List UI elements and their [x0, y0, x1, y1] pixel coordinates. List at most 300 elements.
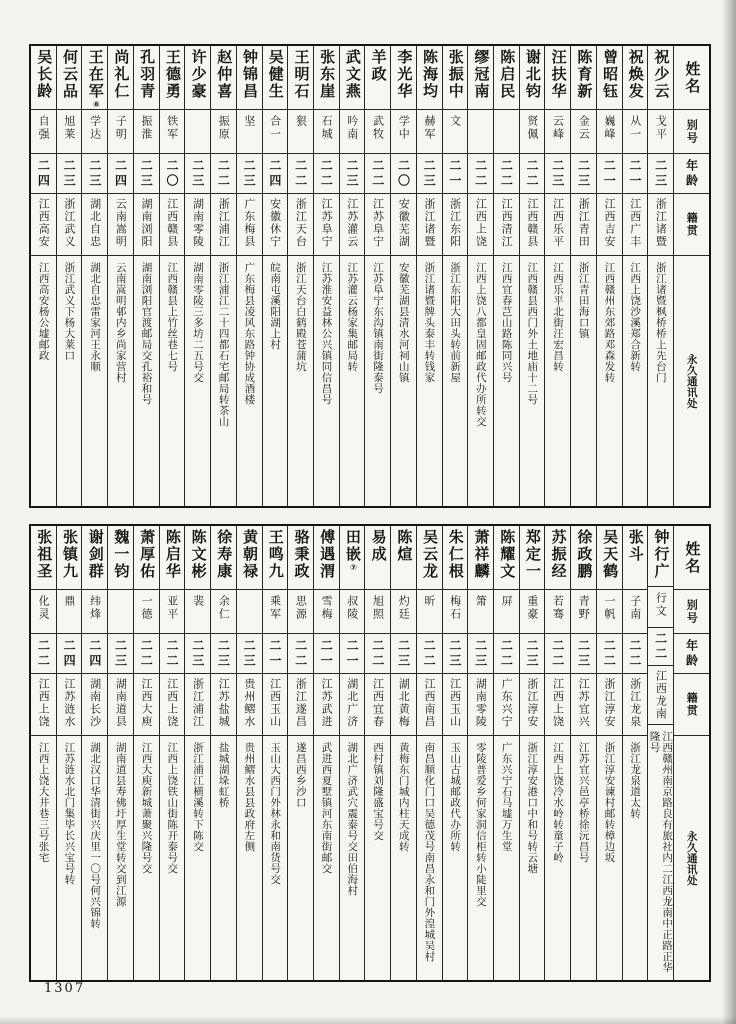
person-native: 江西龙南: [654, 670, 668, 721]
person-address-cell: [57, 736, 82, 980]
person-native: 江西吉安: [602, 198, 616, 248]
person-alias-cell: [520, 590, 545, 634]
person-age-cell: [520, 634, 545, 674]
person-address-cell: [443, 736, 468, 980]
person-column: [467, 46, 493, 506]
person-column: [81, 46, 107, 506]
person-alias-cell: [314, 110, 339, 154]
person-address-cell: [494, 736, 519, 980]
person-alias: 箫: [474, 595, 488, 608]
person-name: 吴云龙: [421, 529, 440, 580]
person-name: 何云品: [60, 49, 79, 100]
person-address: 武进西夏墅镇河东南街邮交: [320, 742, 333, 874]
person-native-cell: [211, 674, 236, 736]
person-column: [442, 526, 468, 980]
person-column: [544, 526, 570, 980]
person-age: 二一: [345, 638, 360, 669]
person-name: 缪冠南: [472, 49, 491, 100]
person-native: 江西上饶: [37, 678, 51, 728]
person-native: 湖北广济: [345, 678, 359, 728]
person-alias-cell: [263, 110, 288, 154]
person-address: 湖南浏阳官渡邮局交孔裕和号: [140, 262, 153, 405]
person-alias: 狠: [294, 115, 308, 128]
person-age-cell: [571, 634, 596, 674]
person-name: 朱仁根: [446, 529, 465, 580]
person-address-cell: [597, 736, 622, 980]
person-address-cell: [443, 256, 468, 506]
person-alias: 纬烽: [88, 595, 102, 621]
person-native-cell: [57, 674, 82, 736]
person-age: 二三: [190, 638, 205, 669]
person-alias-cell: [211, 110, 236, 154]
person-alias-cell: [288, 590, 313, 634]
person-native-cell: [571, 194, 596, 256]
person-native-cell: [468, 674, 493, 736]
person-name: 祝焕发: [626, 49, 645, 100]
person-column: [622, 526, 648, 980]
person-alias-cell: [571, 110, 596, 154]
person-alias: 石城: [320, 115, 334, 141]
person-native: 浙江遂昌: [294, 678, 308, 728]
person-name-cell: [597, 526, 622, 590]
person-alias: 巍峰: [602, 115, 616, 141]
person-alias: 子明: [114, 115, 128, 141]
person-column: [390, 46, 416, 506]
person-address-cell: [82, 736, 107, 980]
person-age-cell: [211, 154, 236, 194]
person-age-cell: [597, 634, 622, 674]
person-age: 二二: [370, 158, 385, 189]
person-name-cell: [443, 526, 468, 590]
person-column: [339, 46, 365, 506]
person-name-cell: [237, 526, 262, 590]
person-native: 江苏涟水: [62, 678, 76, 728]
person-name: 钟锦昌: [241, 49, 260, 100]
person-column: [159, 46, 185, 506]
person-alias-cell: [57, 110, 82, 154]
person-alias-cell: [160, 590, 185, 634]
person-name-cell: [391, 46, 416, 110]
person-name: 徐寿康: [215, 529, 234, 580]
person-age-cell: [160, 634, 185, 674]
person-native-cell: [185, 194, 210, 256]
person-column: [184, 526, 210, 980]
person-age: 二三: [550, 158, 565, 189]
person-name-cell: [623, 46, 648, 110]
person-address-cell: [340, 256, 365, 506]
person-name-cell: [134, 526, 159, 590]
person-alias: 叔陵: [345, 595, 359, 621]
person-age-cell: [623, 154, 648, 194]
person-native: 江苏宜兴: [577, 678, 591, 728]
person-native: 江西南昌: [422, 678, 436, 728]
person-alias-cell: [160, 110, 185, 154]
person-name-cell: [571, 46, 596, 110]
person-native: 浙江龙泉: [628, 678, 642, 728]
person-column: [570, 46, 596, 506]
person-name-cell: [134, 46, 159, 110]
person-address: 浙江诸暨枫桥桥上先台门: [654, 262, 667, 383]
person-address: 江西上饶冷水岭转童子岭: [552, 742, 565, 863]
person-name: 赵仲喜: [215, 49, 234, 100]
person-name-cell: [263, 46, 288, 110]
person-address-cell: [417, 256, 442, 506]
person-native: 湖南长沙: [88, 678, 102, 728]
person-native-cell: [597, 194, 622, 256]
person-alias-cell: [648, 587, 673, 629]
person-name-cell: [520, 526, 545, 590]
header-name: 姓名: [683, 540, 702, 575]
person-column: [364, 46, 390, 506]
person-native: 江西玉山: [448, 678, 462, 728]
person-age-cell: [108, 634, 133, 674]
person-native-cell: [314, 194, 339, 256]
person-column: [287, 526, 313, 980]
person-name: 张东崖: [318, 49, 337, 100]
person-name: 徐政鹏: [575, 529, 594, 580]
person-name-cell: [545, 46, 570, 110]
person-column: [313, 46, 339, 506]
header-name: 姓名: [683, 60, 702, 95]
person-age: 二一: [319, 638, 334, 669]
person-age-cell: [314, 634, 339, 674]
person-column: [107, 526, 133, 980]
person-address: 广东梅县凌风东路钟协成酒楼: [243, 262, 256, 405]
person-address-cell: [31, 256, 56, 506]
person-alias-cell: [494, 590, 519, 634]
person-column: [493, 46, 519, 506]
person-native: 安徽休宁: [268, 198, 282, 248]
person-alias-cell: [211, 590, 236, 634]
person-alias: 学达: [88, 115, 102, 141]
header-native-place: 籍贯: [685, 692, 699, 717]
person-age: 二二: [422, 638, 437, 669]
person-name-cell: [648, 46, 673, 110]
person-column: [159, 526, 185, 980]
person-native-cell: [417, 194, 442, 256]
person-address-cell: [391, 256, 416, 506]
person-native-cell: [288, 674, 313, 736]
person-native: 湖北黄梅: [397, 678, 411, 728]
person-name: 陈育新: [575, 49, 594, 100]
person-age-cell: [597, 154, 622, 194]
person-name-cell: [31, 526, 56, 590]
person-age-cell: [288, 634, 313, 674]
person-name-cell: [108, 46, 133, 110]
person-column: [647, 526, 673, 980]
person-name: 王在军⑧: [86, 49, 105, 109]
person-alias-cell: [623, 110, 648, 154]
person-column: [107, 46, 133, 506]
person-age: 二四: [267, 158, 282, 189]
person-age: 二二: [293, 158, 308, 189]
person-age: 二〇: [396, 158, 411, 189]
person-column: [236, 526, 262, 980]
person-name: 汪扶华: [549, 49, 568, 100]
person-address: 湖南零陵三多坊二五号交: [191, 262, 204, 383]
person-address: 盐城湖垛虹桥: [217, 742, 230, 808]
person-name-cell: [468, 46, 493, 110]
person-name-cell: [494, 46, 519, 110]
person-column: [596, 46, 622, 506]
person-age: 二一: [627, 158, 642, 189]
person-native-cell: [520, 194, 545, 256]
person-alias-cell: [237, 110, 262, 154]
person-alias: 旭莱: [62, 115, 76, 141]
person-alias: 行文: [654, 591, 668, 618]
person-age-cell: [185, 154, 210, 194]
person-name: 孔羽青: [138, 49, 157, 100]
person-age: 二四: [113, 158, 128, 189]
person-native-cell: [211, 194, 236, 256]
header-alias: 别号: [685, 118, 699, 145]
person-native: 湖南浏阳: [140, 198, 154, 248]
person-native-cell: [134, 194, 159, 256]
person-address: 浙江诸暨牌头泰丰转钱家: [423, 262, 436, 383]
person-name: 陈启民: [498, 49, 517, 100]
person-alias: 一帆: [602, 595, 616, 621]
directory-table-bottom: [29, 524, 711, 982]
person-alias: 子南: [628, 595, 642, 621]
person-age: 二三: [422, 158, 437, 189]
person-name: 吴天鹤: [601, 529, 620, 580]
person-alias-cell: [82, 110, 107, 154]
person-column: [287, 46, 313, 506]
person-alias-cell: [365, 110, 390, 154]
person-native-cell: [623, 674, 648, 736]
person-address-cell: [237, 256, 262, 506]
person-native-cell: [82, 194, 107, 256]
person-column: [56, 526, 82, 980]
person-name: 尚礼仁: [112, 49, 131, 100]
person-address: 江西上饶八都皇固邮政代办所转交: [474, 262, 487, 427]
person-alias-cell: [391, 590, 416, 634]
person-age: 二一: [267, 638, 282, 669]
person-native: 湖北自忠: [88, 198, 102, 248]
person-name: 王明石: [292, 49, 311, 100]
person-age-cell: [211, 634, 236, 674]
person-name: 陈煊: [395, 529, 414, 563]
person-name: 谢北钧: [523, 49, 542, 100]
person-alias: 一德: [140, 595, 154, 621]
person-address: 浙江武义下杨大莱口: [63, 262, 76, 361]
person-address: 遂昌西乡沙口: [294, 742, 307, 808]
person-alias: 灼廷: [397, 595, 411, 621]
person-address-cell: [185, 736, 210, 980]
person-address: 江西宜春芑山路陈同兴号: [500, 262, 513, 383]
person-column: [210, 526, 236, 980]
person-age: 二二: [216, 158, 231, 189]
person-name: 易成: [369, 529, 388, 563]
person-native-cell: [237, 194, 262, 256]
person-address-cell: [288, 256, 313, 506]
person-address-cell: [417, 736, 442, 980]
person-alias-cell: [340, 110, 365, 154]
person-alias: 振原: [217, 115, 231, 141]
person-address-cell: [623, 256, 648, 506]
person-native-cell: [494, 674, 519, 736]
person-address: 南昌顺化门口吴德茂号南昌永和门外湟城吴村: [423, 742, 436, 962]
person-name: 陈文彬: [189, 529, 208, 580]
person-alias-cell: [263, 590, 288, 634]
person-alias-cell: [288, 110, 313, 154]
person-address-cell: [545, 256, 570, 506]
person-name: 李光华: [395, 49, 414, 100]
person-address: 江西大庾新城萧聚兴隆号交: [140, 742, 153, 874]
person-age-cell: [365, 634, 390, 674]
person-native: 江西高安: [37, 198, 51, 248]
person-age-cell: [160, 154, 185, 194]
person-address-cell: [365, 736, 390, 980]
person-age-cell: [314, 154, 339, 194]
person-address-cell: [314, 736, 339, 980]
person-native: 浙江诸暨: [654, 198, 668, 248]
person-native: 浙江武义: [62, 198, 76, 248]
person-name-cell: [57, 46, 82, 110]
person-name: 王德勇: [163, 49, 182, 100]
person-name-cell: [520, 46, 545, 110]
person-name: 田嵌⑦: [343, 529, 362, 572]
person-address-cell: [134, 736, 159, 980]
person-address-cell: [160, 256, 185, 506]
person-native-cell: [108, 674, 133, 736]
person-name: 吴健生: [266, 49, 285, 100]
person-alias: 学中: [397, 115, 411, 141]
person-age-cell: [417, 634, 442, 674]
person-name: 骆秉政: [292, 529, 311, 580]
person-alias-cell: [520, 110, 545, 154]
person-age: 二三: [447, 638, 462, 669]
person-name: 张斗: [626, 529, 645, 563]
person-alias: 文: [448, 115, 462, 128]
person-age: 二二: [319, 158, 334, 189]
person-address: 西村镇刘隆盛宝号交: [371, 742, 384, 841]
person-age: 二三: [139, 158, 154, 189]
person-name: 祝少云: [652, 49, 671, 100]
person-alias: 鼎: [62, 595, 76, 608]
person-address-cell: [211, 736, 236, 980]
person-address-cell: [571, 256, 596, 506]
person-native-cell: [468, 194, 493, 256]
person-alias-cell: [648, 110, 673, 154]
person-age: 二二: [164, 638, 179, 669]
person-alias-cell: [31, 110, 56, 154]
person-native: 浙江淳安: [525, 678, 539, 728]
person-address: 江西赣州南京路良有旅社内二江西龙南中正路正华隆号: [648, 730, 673, 973]
person-native: 江西赣县: [165, 198, 179, 248]
person-native-cell: [237, 674, 262, 736]
person-address-cell: [160, 736, 185, 980]
person-name-cell: [545, 526, 570, 590]
person-alias-cell: [417, 590, 442, 634]
person-native: 江西上饶: [474, 198, 488, 248]
person-age-cell: [468, 154, 493, 194]
person-alias: 金云: [577, 115, 591, 141]
person-age-cell: [31, 634, 56, 674]
person-age-cell: [443, 634, 468, 674]
person-native-cell: [571, 674, 596, 736]
person-alias-cell: [57, 590, 82, 634]
person-name-cell: [211, 526, 236, 590]
person-column: [364, 526, 390, 980]
person-age: 二三: [576, 158, 591, 189]
person-alias-cell: [468, 590, 493, 634]
person-address: 贵州鳛水县县政府左侧: [243, 742, 256, 852]
person-address: 玉山古城邮政代办所转: [449, 742, 462, 852]
person-name-cell: [623, 526, 648, 590]
person-native: 浙江诸暨: [422, 198, 436, 248]
person-alias: 合一: [268, 115, 282, 141]
person-address-cell: [648, 725, 673, 980]
person-name: 傅遇渭: [318, 529, 337, 580]
person-age-cell: [31, 154, 56, 194]
person-name-cell: [211, 46, 236, 110]
person-address-cell: [211, 256, 236, 506]
person-alias-cell: [391, 110, 416, 154]
person-alias-cell: [185, 110, 210, 154]
person-age: 二〇: [164, 158, 179, 189]
person-age: 二二: [550, 638, 565, 669]
person-native-cell: [340, 194, 365, 256]
person-address: 湖南道县寿佛圩厚生堂转交到江源: [114, 742, 127, 907]
person-alias: 振淮: [140, 115, 154, 141]
person-column: [493, 526, 519, 980]
person-age-cell: [545, 634, 570, 674]
person-age: 二二: [293, 638, 308, 669]
person-age-cell: [108, 154, 133, 194]
person-native: 江西上饶: [551, 678, 565, 728]
person-native-cell: [288, 194, 313, 256]
person-address-cell: [391, 736, 416, 980]
person-age-cell: [494, 634, 519, 674]
person-column: [390, 526, 416, 980]
header-alias: 别号: [685, 598, 699, 625]
person-address-cell: [520, 256, 545, 506]
person-address: 黄梅东门城内柱天成转: [397, 742, 410, 852]
person-native: 江苏盐城: [217, 678, 231, 728]
person-address-cell: [185, 256, 210, 506]
person-native: 江西清江: [500, 198, 514, 248]
person-age-cell: [134, 154, 159, 194]
person-alias-cell: [597, 110, 622, 154]
person-column: [519, 526, 545, 980]
person-age-cell: [237, 154, 262, 194]
person-address: 湖北自忠雷家河王永顺: [89, 262, 102, 372]
person-age: 二三: [190, 158, 205, 189]
person-address: 云南嵩明邨内乡尚家营村: [114, 262, 127, 383]
person-name: 张振中: [446, 49, 465, 100]
person-name-cell: [468, 526, 493, 590]
person-age: 二二: [499, 158, 514, 189]
person-alias: 亚平: [165, 595, 179, 621]
person-native: 江苏阜宁: [320, 198, 334, 248]
person-alias: 自强: [37, 115, 51, 141]
person-address: 江西上饶铁山街陈开泰号交: [166, 742, 179, 874]
person-address: 浙江东阳大田头转前新屋: [449, 262, 462, 383]
person-alias: 化灵: [37, 595, 51, 621]
person-alias-cell: [108, 590, 133, 634]
person-native-cell: [263, 674, 288, 736]
person-alias-cell: [314, 590, 339, 634]
person-address: 江西赣县西门外土地庙十二号: [526, 262, 539, 405]
person-name-cell: [160, 46, 185, 110]
person-name: 郑定一: [523, 529, 542, 580]
header-native-place: 籍贯: [685, 212, 699, 237]
person-address: 江西上饶大井巷三号张宅: [37, 742, 50, 863]
person-address-cell: [365, 256, 390, 506]
person-name-cell: [365, 526, 390, 590]
person-age: 二四: [87, 638, 102, 669]
